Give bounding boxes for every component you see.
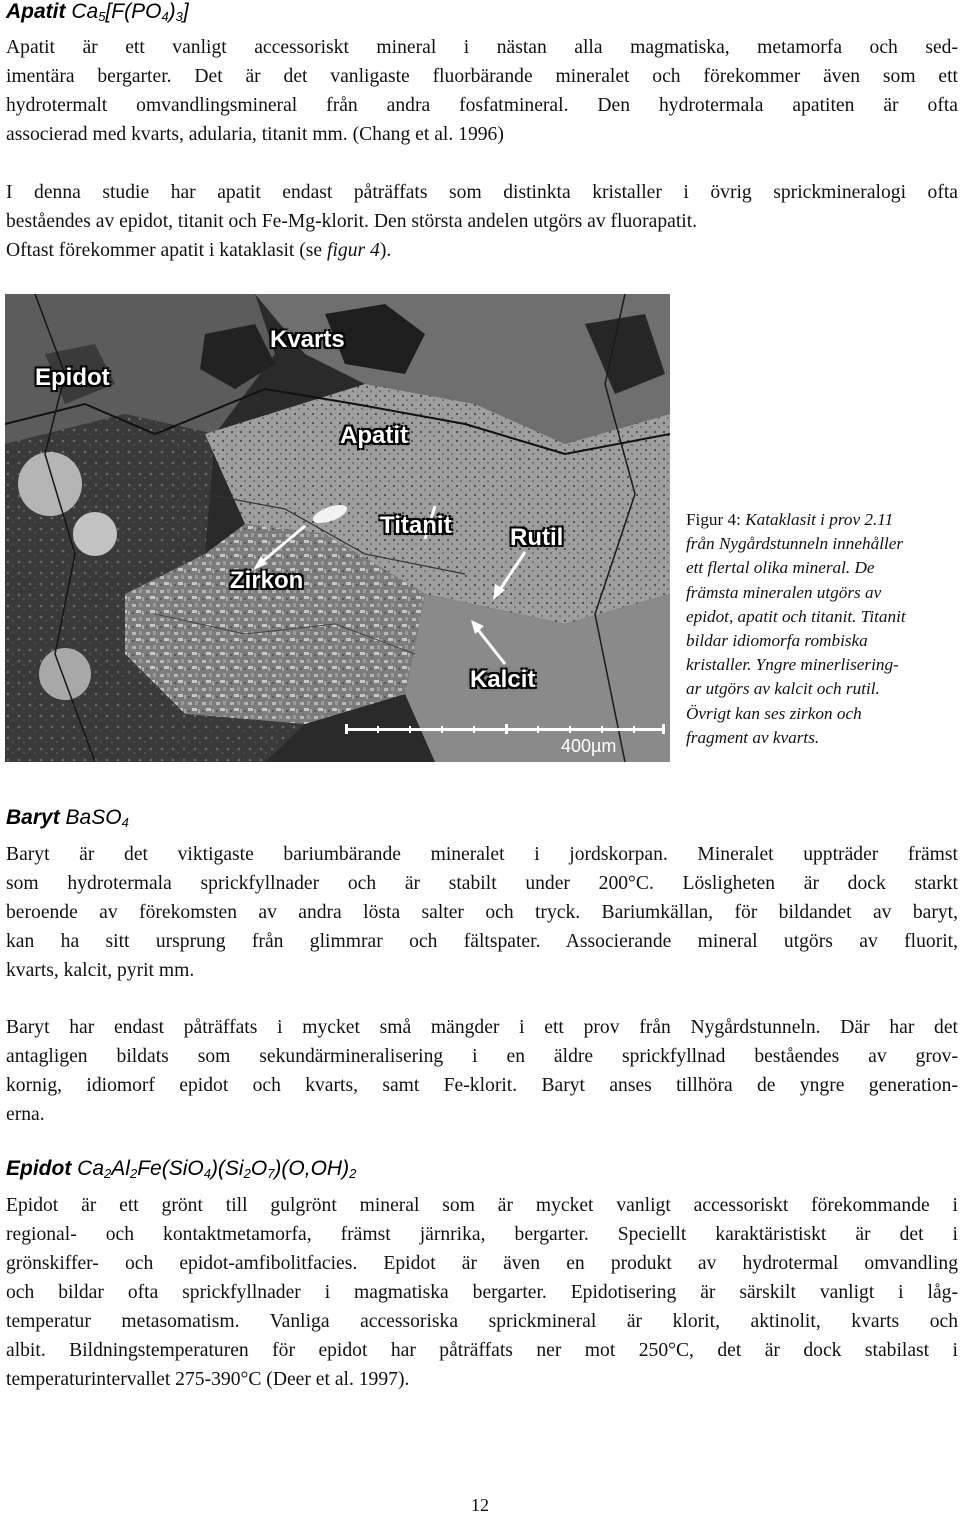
caption-line: främsta mineralen utgörs av xyxy=(686,582,882,602)
text-line: temperaturintervallet 275-390°C (Deer et al. 1997). xyxy=(6,1369,410,1390)
caption-line: från Nygårdstunneln innehåller xyxy=(686,534,904,554)
paragraph-apatit-study xyxy=(6,178,958,265)
chemical-formula: $Ca_5[F(PO_4)_3]$ xyxy=(71,0,189,24)
text-line: Baryt har endast påträffats i mycket små mängder i ett prov från Nygårdstunneln. Där har det xyxy=(6,1017,958,1038)
figure-caption xyxy=(686,508,960,750)
chemical-formula: BaSO$_4$ xyxy=(65,806,129,830)
caption-line: fragment av kvarts. xyxy=(686,727,820,747)
label-epidot: Epidot xyxy=(35,364,110,391)
text-line: regional- och kontaktmetamorfa, främst järnrika, bergarter. Speciellt karaktäristiskt är det i xyxy=(6,1224,958,1245)
figure-number: Figur 4: xyxy=(686,510,741,529)
text-line: Apatit är ett vanligt accessoriskt mineral i nästan alla magmatiska, metamorfa och sed- xyxy=(6,37,958,58)
text-line: Epidot är ett grönt till gulgrönt mineral som är mycket vanligt accessoriskt förekommande i xyxy=(6,1195,958,1216)
paragraph-baryt-study xyxy=(6,1013,958,1129)
section-heading-baryt xyxy=(6,806,129,830)
caption-line: epidot, apatit och titanit. Titanit xyxy=(686,606,906,626)
text-line: grönskiffer- och epidot-amfibolitfacies. Epidot är även en produkt av hydrotermal omvandling xyxy=(6,1253,958,1274)
text-line: kornig, idiomorf epidot och kvarts, samt Fe-klorit. Baryt anses tillhöra de yngre generation- xyxy=(6,1075,958,1096)
paragraph-apatit-intro xyxy=(6,33,958,149)
caption-line: ett flertal olika mineral. De xyxy=(686,558,875,578)
section-heading-apatit xyxy=(6,0,189,24)
text-line: Oftast förekommer apatit i kataklasit (se figur 4). xyxy=(6,240,392,261)
caption-line: ar utgörs av kalcit och rutil. xyxy=(686,679,880,699)
label-kalcit: Kalcit xyxy=(470,666,536,693)
text-line: beroende av förekomsten av andra lösta salter och tryck. Bariumkällan, för bildandet av baryt, xyxy=(6,902,958,923)
text-line: temperatur metasomatism. Vanliga accessoriska sprickmineral är klorit, aktinolit, kvarts och xyxy=(6,1311,958,1332)
text-line: och bildar ofta sprickfyllnader i magmatiska bergarter. Epidotisering är särskilt vanligt i låg- xyxy=(6,1282,958,1303)
text-line: Baryt är det viktigaste bariumbärande mineralet i jordskorpan. Mineralet uppträder främst xyxy=(6,844,958,865)
text-line: kvarts, kalcit, pyrit mm. xyxy=(6,960,195,981)
text-line: associerad med kvarts, adularia, titanit mm. (Chang et al. 1996) xyxy=(6,124,504,145)
text-line: imentära bergarter. Det är det vanligaste fluorbärande mineralet och förekommer även som ett xyxy=(6,66,958,87)
caption-line: Övrigt kan ses zirkon och xyxy=(686,703,862,723)
figure-reference: figur 4 xyxy=(327,240,380,261)
caption-line: kristaller. Yngre minerlisering- xyxy=(686,655,899,675)
label-kvarts: Kvarts xyxy=(270,326,345,353)
label-rutil: Rutil xyxy=(510,524,564,551)
text-line: beståendes av epidot, titanit och Fe-Mg-klorit. Den största andelen utgörs av fluorapatit. xyxy=(6,211,698,232)
text-line: hydrotermalt omvandlingsmineral från andra fosfatmineral. Den hydrotermala apatiten är ofta xyxy=(6,95,958,116)
text-line: kan ha sitt ursprung från glimmrar och fältspater. Associerande mineral utgörs av fluorit, xyxy=(6,931,958,952)
paragraph-epidot xyxy=(6,1191,958,1394)
label-titanit: Titanit xyxy=(380,512,452,539)
text-line: erna. xyxy=(6,1104,45,1125)
paragraph-baryt-intro xyxy=(6,840,958,985)
mineral-name: Epidot xyxy=(6,1157,72,1180)
text-line: I denna studie har apatit endast påträffats som distinkta kristaller i övrig sprickmineralogi ofta xyxy=(6,182,958,203)
text-line: albit. Bildningstemperaturen för epidot har påträffats ner mot 250°C, det är dock stabilast i xyxy=(6,1340,958,1361)
label-apatit: Apatit xyxy=(340,422,408,449)
caption-line: bildar idiomorfa rombiska xyxy=(686,631,868,651)
mineral-name: Baryt xyxy=(6,806,60,829)
chemical-formula: $Ca_2Al_2Fe(SiO_4)(Si_2O_7)(O,OH)_2$ xyxy=(77,1157,357,1181)
page-number: 12 xyxy=(471,1495,489,1515)
text-line: antagligen bildats som sekundärmineralisering i en äldre sprickfyllnad beståendes av grov- xyxy=(6,1046,958,1067)
label-zirkon: Zirkon xyxy=(230,567,304,594)
mineral-name: Apatit xyxy=(6,0,66,23)
text-line: som hydrotermala sprickfyllnader och är stabilt under 200°C. Lösligheten är dock starkt xyxy=(6,873,958,894)
scale-label: 400µm xyxy=(561,736,617,756)
caption-line: Figur 4: Kataklasit i prov 2.11 xyxy=(686,510,894,529)
section-heading-epidot xyxy=(6,1157,356,1181)
micrograph-figure xyxy=(5,294,670,762)
